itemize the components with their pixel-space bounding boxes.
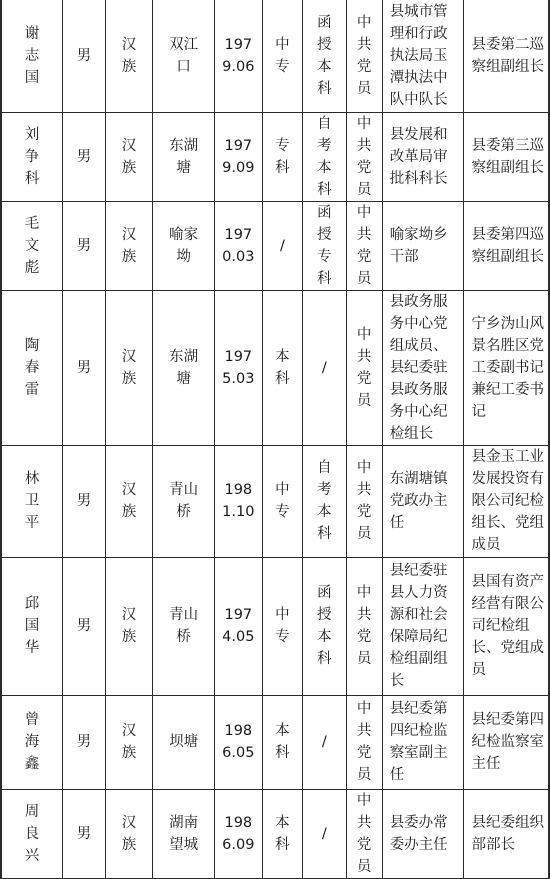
full-time-education: 中专 xyxy=(275,482,290,520)
gender: 男 xyxy=(76,734,92,750)
current-position: 县纪委驻县人力资源和社会保障局纪检组副组长 xyxy=(389,563,448,689)
birth-date: 1970.03 xyxy=(222,226,255,265)
native-place-cell xyxy=(153,789,215,878)
proposed-position-cell xyxy=(464,201,549,290)
ethnicity: 汉族 xyxy=(121,348,137,387)
birth-date-cell xyxy=(214,290,262,445)
proposed-position-cell xyxy=(464,695,549,789)
in-service-education-cell xyxy=(303,789,347,878)
person-name: 谢志国 xyxy=(24,25,40,86)
ethnicity: 汉族 xyxy=(121,482,137,520)
gender-cell xyxy=(63,201,105,290)
proposed-position: 县国有资产经营有限公司纪检组长、党组成员 xyxy=(471,574,544,678)
full-time-education: 中专 xyxy=(275,36,290,75)
party-membership: 中共党员 xyxy=(356,701,372,783)
birth-date-cell xyxy=(214,201,262,290)
ethnicity: 汉族 xyxy=(121,814,137,853)
ethnicity-cell xyxy=(105,112,153,201)
person-name: 刘争科 xyxy=(24,126,40,187)
party-membership-cell xyxy=(346,201,382,290)
proposed-position-cell xyxy=(464,112,549,201)
person-name: 毛文彪 xyxy=(24,215,40,276)
gender: 男 xyxy=(76,359,92,376)
person-name-cell xyxy=(1,290,63,445)
birth-date-cell xyxy=(214,695,262,789)
in-service-education-cell xyxy=(303,557,347,695)
proposed-position: 县委第四巡察组副组长 xyxy=(471,226,544,265)
person-name: 林卫平 xyxy=(24,471,40,531)
table-row xyxy=(1,789,549,878)
birth-date-cell xyxy=(214,112,262,201)
full-time-education-cell xyxy=(262,201,302,290)
gender: 男 xyxy=(76,148,92,165)
person-name-cell xyxy=(1,557,63,695)
gender-cell xyxy=(63,695,105,789)
birth-date-cell xyxy=(214,445,262,557)
native-place-cell xyxy=(153,201,215,290)
ethnicity-cell xyxy=(105,445,153,557)
table-row xyxy=(1,445,549,557)
full-time-education: 中专 xyxy=(275,607,290,645)
table-row xyxy=(1,290,549,445)
table-row xyxy=(1,0,549,112)
in-service-education-cell xyxy=(303,112,347,201)
full-time-education: 本科 xyxy=(275,348,290,387)
ethnicity-cell xyxy=(105,789,153,878)
proposed-position: 县纪委第四纪检监察室主任 xyxy=(471,712,544,772)
in-service-education-cell xyxy=(303,290,347,445)
native-place: 青山桥 xyxy=(169,482,199,520)
ethnicity-cell xyxy=(105,695,153,789)
in-service-education: 函授本科 xyxy=(317,585,332,667)
person-name-cell xyxy=(1,445,63,557)
person-name-cell xyxy=(1,0,63,112)
party-membership-cell xyxy=(346,112,382,201)
birth-date-cell xyxy=(214,0,262,112)
party-membership-cell xyxy=(346,0,382,112)
full-time-education: 专科 xyxy=(275,137,290,176)
person-name-cell xyxy=(1,789,63,878)
full-time-education-cell xyxy=(262,112,302,201)
current-position: 东湖塘镇党政办主任 xyxy=(389,471,448,531)
ethnicity: 汉族 xyxy=(121,137,137,176)
native-place-cell xyxy=(153,695,215,789)
birth-date-cell xyxy=(214,557,262,695)
table-row xyxy=(1,201,549,290)
current-position: 县发展和改革局审批科科长 xyxy=(389,126,448,187)
party-membership: 中共党员 xyxy=(356,204,372,287)
party-membership: 中共党员 xyxy=(356,326,372,409)
current-position: 县政务服务中心党组成员、县纪委驻县政务服务中心纪检组长 xyxy=(389,293,448,442)
party-membership: 中共党员 xyxy=(356,792,372,875)
gender-cell xyxy=(63,0,105,112)
full-time-education-cell xyxy=(262,445,302,557)
person-name-cell xyxy=(1,695,63,789)
ethnicity: 汉族 xyxy=(121,36,137,75)
full-time-education-cell xyxy=(262,290,302,445)
in-service-education: 自考本科 xyxy=(317,115,332,198)
in-service-education: / xyxy=(321,825,327,842)
party-membership-cell xyxy=(346,445,382,557)
proposed-position-cell xyxy=(464,557,549,695)
person-name: 周良兴 xyxy=(24,803,40,864)
ethnicity-cell xyxy=(105,290,153,445)
proposed-position: 县委第三巡察组副组长 xyxy=(471,137,544,176)
current-position: 喻家坳乡干部 xyxy=(389,226,448,265)
person-name: 邱国华 xyxy=(24,596,40,656)
proposed-position-cell xyxy=(464,290,549,445)
gender: 男 xyxy=(76,493,92,509)
gender-cell xyxy=(63,557,105,695)
birth-date: 1974.05 xyxy=(222,607,255,645)
gender: 男 xyxy=(76,47,92,64)
current-position-cell xyxy=(382,0,464,112)
native-place: 湖南望城 xyxy=(169,814,199,853)
native-place-cell xyxy=(153,557,215,695)
birth-date: 1981.10 xyxy=(222,482,255,520)
current-position: 县委办常委办主任 xyxy=(389,814,448,853)
current-position-cell xyxy=(382,445,464,557)
ethnicity-cell xyxy=(105,557,153,695)
in-service-education-cell xyxy=(303,695,347,789)
current-position: 县城市管理和行政执法局玉潭执法中队中队长 xyxy=(389,3,448,108)
gender-cell xyxy=(63,112,105,201)
table-row xyxy=(1,695,549,789)
native-place: 东湖塘 xyxy=(169,348,199,387)
in-service-education-cell xyxy=(303,201,347,290)
proposed-position: 宁乡沩山风景名胜区党工委副书记兼纪工委书记 xyxy=(471,315,544,420)
in-service-education: / xyxy=(321,359,327,376)
current-position-cell xyxy=(382,290,464,445)
gender: 男 xyxy=(76,618,92,634)
birth-date: 1986.05 xyxy=(222,723,255,761)
full-time-education: 本科 xyxy=(275,814,290,853)
party-membership-cell xyxy=(346,290,382,445)
table-row xyxy=(1,557,549,695)
ethnicity-cell xyxy=(105,0,153,112)
birth-date: 1975.03 xyxy=(222,348,255,387)
native-place: 坝塘 xyxy=(169,734,199,750)
ethnicity: 汉族 xyxy=(121,607,137,645)
full-time-education-cell xyxy=(262,695,302,789)
native-place-cell xyxy=(153,112,215,201)
native-place-cell xyxy=(153,290,215,445)
person-name: 曾海鑫 xyxy=(24,712,40,772)
in-service-education: 函授专科 xyxy=(317,204,332,287)
current-position-cell xyxy=(382,112,464,201)
ethnicity: 汉族 xyxy=(121,723,137,761)
party-membership-cell xyxy=(346,695,382,789)
in-service-education-cell xyxy=(303,0,347,112)
table-row xyxy=(1,112,549,201)
proposed-position: 县金玉工业发展投资有限公司纪检组长、党组成员 xyxy=(471,449,544,553)
party-membership-cell xyxy=(346,789,382,878)
ethnicity: 汉族 xyxy=(121,226,137,265)
in-service-education: 函授本科 xyxy=(317,14,332,97)
person-name-cell xyxy=(1,201,63,290)
in-service-education-cell xyxy=(303,445,347,557)
native-place: 东湖塘 xyxy=(169,137,199,176)
full-time-education-cell xyxy=(262,789,302,878)
native-place: 双江口 xyxy=(169,36,199,75)
native-place-cell xyxy=(153,445,215,557)
gender-cell xyxy=(63,290,105,445)
full-time-education: 本科 xyxy=(275,723,290,761)
roster-body xyxy=(1,0,549,878)
proposed-position-cell xyxy=(464,0,549,112)
proposed-position: 县纪委组织部部长 xyxy=(471,814,544,853)
party-membership: 中共党员 xyxy=(356,115,372,198)
gender: 男 xyxy=(76,237,92,254)
gender-cell xyxy=(63,445,105,557)
party-membership-cell xyxy=(346,557,382,695)
full-time-education-cell xyxy=(262,0,302,112)
gender: 男 xyxy=(76,825,92,842)
full-time-education-cell xyxy=(262,557,302,695)
birth-date-cell xyxy=(214,789,262,878)
proposed-position-cell xyxy=(464,445,549,557)
native-place-cell xyxy=(153,0,215,112)
proposed-position: 县委第二巡察组副组长 xyxy=(471,36,544,75)
proposed-position-cell xyxy=(464,789,549,878)
in-service-education: 自考本科 xyxy=(317,460,332,542)
current-position-cell xyxy=(382,557,464,695)
party-membership: 中共党员 xyxy=(356,14,372,97)
native-place: 青山桥 xyxy=(169,607,199,645)
birth-date: 1979.09 xyxy=(222,137,255,176)
person-name: 陶春雷 xyxy=(24,337,40,398)
birth-date: 1986.09 xyxy=(222,814,255,853)
full-time-education: / xyxy=(279,237,285,254)
party-membership: 中共党员 xyxy=(356,585,372,667)
person-name-cell xyxy=(1,112,63,201)
current-position-cell xyxy=(382,201,464,290)
current-position-cell xyxy=(382,789,464,878)
gender-cell xyxy=(63,789,105,878)
current-position: 县纪委第四纪检监察室副主任 xyxy=(389,701,448,783)
native-place: 喻家坳 xyxy=(169,226,199,265)
current-position-cell xyxy=(382,695,464,789)
party-membership: 中共党员 xyxy=(356,460,372,542)
in-service-education: / xyxy=(321,734,327,750)
ethnicity-cell xyxy=(105,201,153,290)
birth-date: 1979.06 xyxy=(222,36,255,75)
